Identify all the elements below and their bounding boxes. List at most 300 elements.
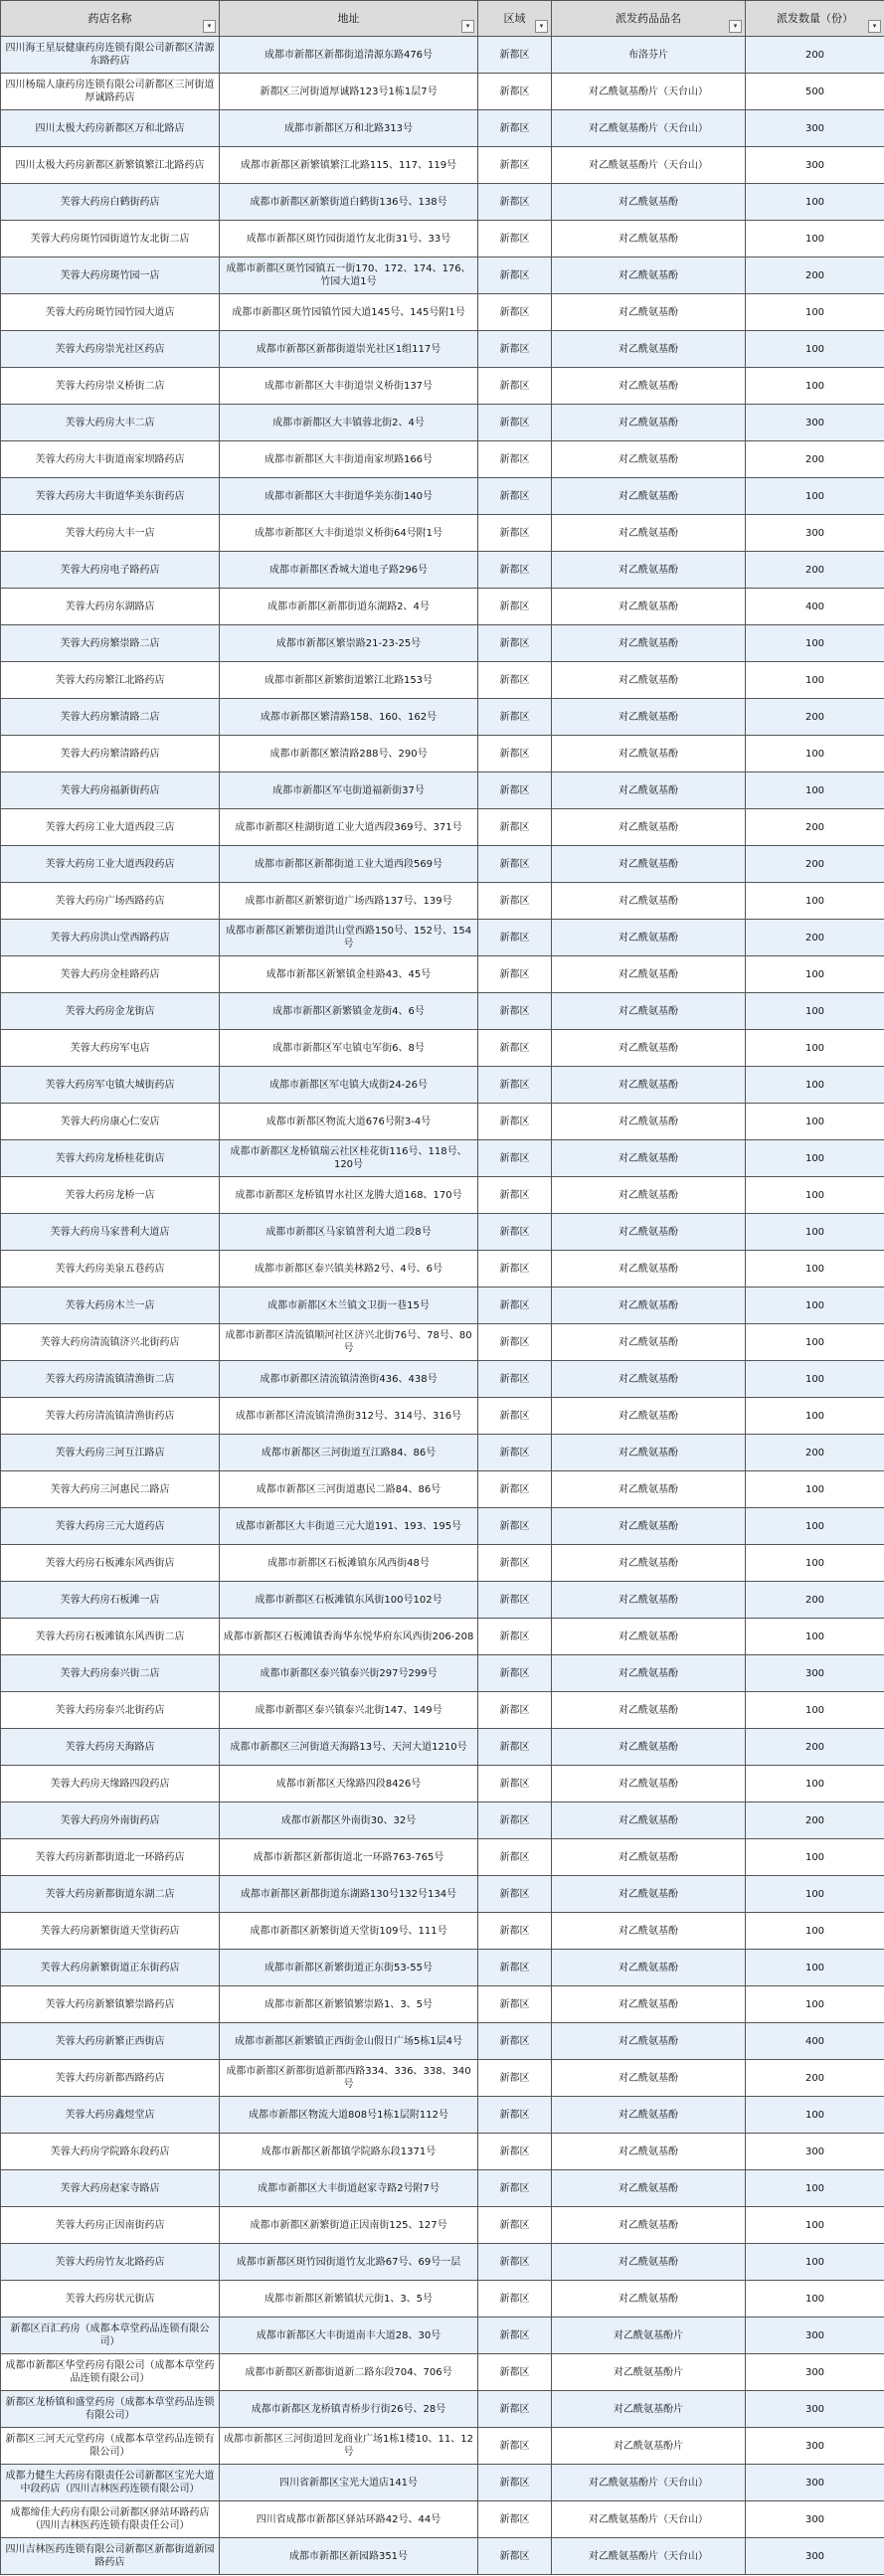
pharmacy-name-cell[interactable]: 芙蓉大药房新繁正西街店 [1,2023,220,2060]
address-cell[interactable]: 成都市新都区泰兴镇泰兴街297号299号 [220,1655,478,1692]
address-cell[interactable]: 成都市新都区新园路351号 [220,2538,478,2575]
area-cell[interactable]: 新都区 [478,2465,552,2501]
quantity-cell[interactable]: 100 [746,331,884,368]
area-cell[interactable]: 新都区 [478,699,552,736]
quantity-cell[interactable]: 100 [746,221,884,258]
drug-name-cell[interactable]: 对乙酰氨基酚 [552,1251,746,1288]
drug-name-cell[interactable]: 对乙酰氨基酚片（天台山） [552,147,746,184]
area-cell[interactable]: 新都区 [478,294,552,331]
area-cell[interactable]: 新都区 [478,1361,552,1398]
address-cell[interactable]: 成都市新都区新繁镇金龙街4、6号 [220,993,478,1030]
address-cell[interactable]: 成都市新都区新都街道北一环路763-765号 [220,1839,478,1876]
address-cell[interactable]: 成都市新都区新繁街道洪山堂西路150号、152号、154号 [220,920,478,956]
pharmacy-name-cell[interactable]: 芙蓉大药房崇光社区药店 [1,331,220,368]
pharmacy-name-cell[interactable]: 芙蓉大药房斑竹园竹园大道店 [1,294,220,331]
pharmacy-name-cell[interactable]: 芙蓉大药房龙桥桂花街店 [1,1140,220,1177]
drug-name-cell[interactable]: 对乙酰氨基酚 [552,441,746,478]
area-cell[interactable]: 新都区 [478,1619,552,1655]
pharmacy-name-cell[interactable]: 芙蓉大药房大丰一店 [1,515,220,552]
area-cell[interactable]: 新都区 [478,1140,552,1177]
area-cell[interactable]: 新都区 [478,1508,552,1545]
drug-name-cell[interactable]: 对乙酰氨基酚 [552,2134,746,2170]
drug-name-cell[interactable]: 对乙酰氨基酚 [552,1030,746,1067]
quantity-cell[interactable]: 100 [746,184,884,221]
area-cell[interactable]: 新都区 [478,2244,552,2281]
area-cell[interactable]: 新都区 [478,1729,552,1766]
drug-name-cell[interactable]: 对乙酰氨基酚 [552,1398,746,1435]
address-cell[interactable]: 成都市新都区新繁街道白鹤街136号、138号 [220,184,478,221]
quantity-cell[interactable]: 300 [746,2538,884,2575]
quantity-cell[interactable]: 100 [746,956,884,993]
drug-name-cell[interactable]: 对乙酰氨基酚 [552,258,746,294]
pharmacy-name-cell[interactable]: 四川太极大药房新都区万和北路店 [1,110,220,147]
address-cell[interactable]: 成都市新都区大丰街道赵家寺路2号附7号 [220,2170,478,2207]
pharmacy-name-cell[interactable]: 芙蓉大药房天海路店 [1,1729,220,1766]
pharmacy-name-cell[interactable]: 四川吉林医药连锁有限公司新都区新都街道新园路药店 [1,2538,220,2575]
drug-name-cell[interactable]: 对乙酰氨基酚 [552,1508,746,1545]
area-cell[interactable]: 新都区 [478,2097,552,2134]
quantity-cell[interactable]: 100 [746,1545,884,1582]
drug-name-cell[interactable]: 对乙酰氨基酚 [552,552,746,589]
pharmacy-name-cell[interactable]: 芙蓉大药房学院路东段药店 [1,2134,220,2170]
pharmacy-name-cell[interactable]: 芙蓉大药房洪山堂西路药店 [1,920,220,956]
quantity-cell[interactable]: 100 [746,736,884,773]
pharmacy-name-cell[interactable]: 芙蓉大药房美泉五巷药店 [1,1251,220,1288]
quantity-cell[interactable]: 300 [746,405,884,441]
area-cell[interactable]: 新都区 [478,625,552,662]
drug-name-cell[interactable]: 对乙酰氨基酚 [552,883,746,920]
drug-name-cell[interactable]: 对乙酰氨基酚片 [552,2428,746,2465]
quantity-cell[interactable]: 100 [746,1839,884,1876]
pharmacy-name-cell[interactable]: 芙蓉大药房泰兴北街药店 [1,1692,220,1729]
area-cell[interactable]: 新都区 [478,1876,552,1913]
pharmacy-name-cell[interactable]: 芙蓉大药房斑竹园街道竹友北街二店 [1,221,220,258]
area-cell[interactable]: 新都区 [478,956,552,993]
pharmacy-name-cell[interactable]: 芙蓉大药房石板滩一店 [1,1582,220,1619]
address-cell[interactable]: 成都市新都区泰兴镇泰兴北街147、149号 [220,1692,478,1729]
pharmacy-name-cell[interactable]: 芙蓉大药房三河惠民二路店 [1,1471,220,1508]
quantity-cell[interactable]: 100 [746,1030,884,1067]
area-cell[interactable]: 新都区 [478,1471,552,1508]
filter-dropdown-icon[interactable]: ▾ [461,20,474,33]
drug-name-cell[interactable]: 对乙酰氨基酚 [552,1582,746,1619]
address-cell[interactable]: 成都市新都区新繁镇正西街金山假日广场5栋1层4号 [220,2023,478,2060]
pharmacy-name-cell[interactable]: 芙蓉大药房竹友北路药店 [1,2244,220,2281]
quantity-cell[interactable]: 100 [746,1288,884,1324]
area-cell[interactable]: 新都区 [478,1950,552,1986]
pharmacy-name-cell[interactable]: 芙蓉大药房外南街药店 [1,1803,220,1839]
pharmacy-name-cell[interactable]: 芙蓉大药房石板滩东风西街店 [1,1545,220,1582]
quantity-cell[interactable]: 100 [746,1067,884,1104]
quantity-cell[interactable]: 300 [746,2465,884,2501]
quantity-cell[interactable]: 100 [746,1913,884,1950]
quantity-cell[interactable]: 100 [746,1104,884,1140]
drug-name-cell[interactable]: 对乙酰氨基酚 [552,1435,746,1471]
address-cell[interactable]: 成都市新都区新都街道新二路东段704、706号 [220,2354,478,2391]
drug-name-cell[interactable]: 对乙酰氨基酚 [552,368,746,405]
address-cell[interactable]: 成都市新都区繁清路158、160、162号 [220,699,478,736]
address-cell[interactable]: 成都市新都区清流镇清渔街312号、314号、316号 [220,1398,478,1435]
drug-name-cell[interactable]: 对乙酰氨基酚 [552,1986,746,2023]
pharmacy-name-cell[interactable]: 芙蓉大药房天缘路四段药店 [1,1766,220,1803]
quantity-cell[interactable]: 500 [746,74,884,110]
area-cell[interactable]: 新都区 [478,773,552,809]
quantity-cell[interactable]: 100 [746,1508,884,1545]
address-cell[interactable]: 成都市新都区桂湖街道工业大道西段369号、371号 [220,809,478,846]
pharmacy-name-cell[interactable]: 四川杨瑞人康药房连锁有限公司新都区三河街道厚诚路药店 [1,74,220,110]
area-cell[interactable]: 新都区 [478,2060,552,2097]
drug-name-cell[interactable]: 对乙酰氨基酚 [552,184,746,221]
address-cell[interactable]: 成都市新都区新繁街道繁江北路153号 [220,662,478,699]
area-cell[interactable]: 新都区 [478,184,552,221]
quantity-cell[interactable]: 100 [746,1361,884,1398]
drug-name-cell[interactable]: 对乙酰氨基酚 [552,993,746,1030]
drug-name-cell[interactable]: 对乙酰氨基酚 [552,625,746,662]
address-cell[interactable]: 成都市新都区大丰街道三元大道191、193、195号 [220,1508,478,1545]
drug-name-cell[interactable]: 对乙酰氨基酚片（天台山） [552,74,746,110]
address-cell[interactable]: 成都市新都区万和北路313号 [220,110,478,147]
area-cell[interactable]: 新都区 [478,1692,552,1729]
drug-name-cell[interactable]: 对乙酰氨基酚 [552,1140,746,1177]
quantity-cell[interactable]: 200 [746,441,884,478]
area-cell[interactable]: 新都区 [478,1655,552,1692]
pharmacy-name-cell[interactable]: 芙蓉大药房电子路药店 [1,552,220,589]
quantity-cell[interactable]: 100 [746,478,884,515]
pharmacy-name-cell[interactable]: 芙蓉大药房金龙街店 [1,993,220,1030]
quantity-cell[interactable]: 300 [746,2428,884,2465]
address-cell[interactable]: 成都市新都区新都街道新都西路334、336、338、340号 [220,2060,478,2097]
area-cell[interactable]: 新都区 [478,736,552,773]
address-cell[interactable]: 成都市新都区新都街道崇光社区1组117号 [220,331,478,368]
pharmacy-name-cell[interactable]: 芙蓉大药房繁清路药店 [1,736,220,773]
pharmacy-name-cell[interactable]: 芙蓉大药房状元街店 [1,2281,220,2318]
pharmacy-name-cell[interactable]: 芙蓉大药房新都街道东湖二店 [1,1876,220,1913]
address-cell[interactable]: 成都市新都区三河街道天海路13号、天河大道1210号 [220,1729,478,1766]
quantity-cell[interactable]: 100 [746,773,884,809]
filter-dropdown-icon[interactable]: ▾ [203,20,216,33]
area-cell[interactable]: 新都区 [478,368,552,405]
pharmacy-name-cell[interactable]: 芙蓉大药房清流镇清渔街药店 [1,1398,220,1435]
address-cell[interactable]: 成都市新都区繁清路288号、290号 [220,736,478,773]
pharmacy-name-cell[interactable]: 芙蓉大药房石板滩镇东风西街二店 [1,1619,220,1655]
area-cell[interactable]: 新都区 [478,1030,552,1067]
pharmacy-name-cell[interactable]: 芙蓉大药房繁江北路药店 [1,662,220,699]
pharmacy-name-cell[interactable]: 芙蓉大药房康心仁安店 [1,1104,220,1140]
drug-name-cell[interactable]: 对乙酰氨基酚 [552,1655,746,1692]
pharmacy-name-cell[interactable]: 芙蓉大药房军屯镇大城街药店 [1,1067,220,1104]
pharmacy-name-cell[interactable]: 芙蓉大药房斑竹园一店 [1,258,220,294]
area-cell[interactable]: 新都区 [478,2391,552,2428]
quantity-cell[interactable]: 200 [746,2060,884,2097]
drug-name-cell[interactable]: 对乙酰氨基酚 [552,1545,746,1582]
pharmacy-name-cell[interactable]: 成都缔佳大药房有限公司新都区驿站环路药店（四川吉林医药连锁有限责任公司） [1,2501,220,2538]
quantity-cell[interactable]: 100 [746,1876,884,1913]
address-cell[interactable]: 成都市新都区三河街道惠民二路84、86号 [220,1471,478,1508]
pharmacy-name-cell[interactable]: 芙蓉大药房三河互江路店 [1,1435,220,1471]
address-cell[interactable]: 成都市新都区大丰街道南丰大道28、30号 [220,2318,478,2354]
address-cell[interactable]: 成都市新都区斑竹园街道竹友北路67号、69号一层 [220,2244,478,2281]
drug-name-cell[interactable]: 对乙酰氨基酚片（天台山） [552,110,746,147]
pharmacy-name-cell[interactable]: 芙蓉大药房繁崇路二店 [1,625,220,662]
quantity-cell[interactable]: 300 [746,2318,884,2354]
filter-active-icon[interactable]: ▾ [535,20,548,33]
area-cell[interactable]: 新都区 [478,662,552,699]
address-cell[interactable]: 成都市新都区新繁镇状元街1、3、5号 [220,2281,478,2318]
area-cell[interactable]: 新都区 [478,846,552,883]
address-cell[interactable]: 成都市新都区清流镇顺河社区济兴北街76号、78号、80号 [220,1324,478,1361]
quantity-cell[interactable]: 100 [746,1471,884,1508]
address-cell[interactable]: 成都市新都区新繁镇繁江北路115、117、119号 [220,147,478,184]
area-cell[interactable]: 新都区 [478,1324,552,1361]
pharmacy-name-cell[interactable]: 芙蓉大药房清流镇清渔街二店 [1,1361,220,1398]
drug-name-cell[interactable]: 对乙酰氨基酚 [552,1361,746,1398]
quantity-cell[interactable]: 100 [746,1251,884,1288]
drug-name-cell[interactable]: 对乙酰氨基酚片 [552,2391,746,2428]
quantity-cell[interactable]: 200 [746,1582,884,1619]
address-cell[interactable]: 成都市新都区新繁镇繁崇路1、3、5号 [220,1986,478,2023]
address-cell[interactable]: 成都市新都区三河街道回龙商业广场1栋1楼10、11、12号 [220,2428,478,2465]
address-cell[interactable]: 成都市新都区军屯街道福新街37号 [220,773,478,809]
address-cell[interactable]: 成都市新都区军屯镇屯军街6、8号 [220,1030,478,1067]
pharmacy-name-cell[interactable]: 新都区龙桥镇和盛堂药房（成都本草堂药品连锁有限公司） [1,2391,220,2428]
quantity-cell[interactable]: 100 [746,662,884,699]
area-cell[interactable]: 新都区 [478,258,552,294]
area-cell[interactable]: 新都区 [478,883,552,920]
quantity-cell[interactable]: 300 [746,2134,884,2170]
drug-name-cell[interactable]: 对乙酰氨基酚 [552,1471,746,1508]
pharmacy-name-cell[interactable]: 芙蓉大药房工业大道西段三店 [1,809,220,846]
address-cell[interactable]: 成都市新都区木兰镇文卫街一巷15号 [220,1288,478,1324]
drug-name-cell[interactable]: 对乙酰氨基酚片 [552,2354,746,2391]
drug-name-cell[interactable]: 对乙酰氨基酚 [552,2097,746,2134]
address-cell[interactable]: 成都市新都区龙桥镇胃水社区龙腾大道168、170号 [220,1177,478,1214]
pharmacy-name-cell[interactable]: 芙蓉大药房龙桥一店 [1,1177,220,1214]
quantity-cell[interactable]: 200 [746,920,884,956]
pharmacy-name-cell[interactable]: 芙蓉大药房繁清路二店 [1,699,220,736]
quantity-cell[interactable]: 100 [746,1986,884,2023]
quantity-cell[interactable]: 200 [746,1803,884,1839]
area-cell[interactable]: 新都区 [478,809,552,846]
area-cell[interactable]: 新都区 [478,1986,552,2023]
quantity-cell[interactable]: 100 [746,2207,884,2244]
quantity-cell[interactable]: 100 [746,1140,884,1177]
drug-name-cell[interactable]: 对乙酰氨基酚 [552,221,746,258]
quantity-cell[interactable]: 300 [746,1655,884,1692]
quantity-cell[interactable]: 100 [746,883,884,920]
drug-name-cell[interactable]: 对乙酰氨基酚 [552,1214,746,1251]
area-cell[interactable]: 新都区 [478,2207,552,2244]
area-cell[interactable]: 新都区 [478,589,552,625]
area-cell[interactable]: 新都区 [478,110,552,147]
pharmacy-name-cell[interactable]: 成都力健生大药房有限责任公司新都区宝光大道中段药店（四川吉林医药连锁有限公司） [1,2465,220,2501]
area-cell[interactable]: 新都区 [478,405,552,441]
drug-name-cell[interactable]: 对乙酰氨基酚 [552,773,746,809]
quantity-cell[interactable]: 200 [746,258,884,294]
drug-name-cell[interactable]: 对乙酰氨基酚 [552,1803,746,1839]
drug-name-cell[interactable]: 对乙酰氨基酚 [552,1067,746,1104]
pharmacy-name-cell[interactable]: 芙蓉大药房大丰街道南家坝路药店 [1,441,220,478]
drug-name-cell[interactable]: 对乙酰氨基酚 [552,1766,746,1803]
address-cell[interactable]: 成都市新都区石板滩镇香海华东悦华府东风西街206-208 [220,1619,478,1655]
area-cell[interactable]: 新都区 [478,1913,552,1950]
address-cell[interactable]: 成都市新都区繁崇路21-23-25号 [220,625,478,662]
drug-name-cell[interactable]: 对乙酰氨基酚 [552,1839,746,1876]
pharmacy-name-cell[interactable]: 芙蓉大药房新都街道北一环路药店 [1,1839,220,1876]
quantity-cell[interactable]: 100 [746,1692,884,1729]
address-cell[interactable]: 成都市新都区新繁街道广场西路137号、139号 [220,883,478,920]
quantity-cell[interactable]: 200 [746,846,884,883]
quantity-cell[interactable]: 100 [746,2281,884,2318]
area-cell[interactable]: 新都区 [478,1288,552,1324]
pharmacy-name-cell[interactable]: 芙蓉大药房新繁镇繁崇路药店 [1,1986,220,2023]
address-cell[interactable]: 成都市新都区大丰街道南家坝路166号 [220,441,478,478]
quantity-cell[interactable]: 200 [746,1435,884,1471]
pharmacy-name-cell[interactable]: 芙蓉大药房军屯店 [1,1030,220,1067]
drug-name-cell[interactable]: 对乙酰氨基酚 [552,2023,746,2060]
area-cell[interactable]: 新都区 [478,1214,552,1251]
quantity-cell[interactable]: 300 [746,110,884,147]
quantity-cell[interactable]: 100 [746,1950,884,1986]
area-cell[interactable]: 新都区 [478,37,552,74]
drug-name-cell[interactable]: 对乙酰氨基酚 [552,1104,746,1140]
address-cell[interactable]: 成都市新都区大丰街道崇义桥街137号 [220,368,478,405]
address-cell[interactable]: 新都区三河街道厚诚路123号1栋1层7号 [220,74,478,110]
area-cell[interactable]: 新都区 [478,2170,552,2207]
drug-name-cell[interactable]: 对乙酰氨基酚 [552,1950,746,1986]
quantity-cell[interactable]: 100 [746,1214,884,1251]
drug-name-cell[interactable]: 对乙酰氨基酚 [552,478,746,515]
address-cell[interactable]: 成都市新都区外南街30、32号 [220,1803,478,1839]
pharmacy-name-cell[interactable]: 新都区百汇药房（成都本草堂药品连锁有限公司） [1,2318,220,2354]
drug-name-cell[interactable]: 对乙酰氨基酚 [552,515,746,552]
address-cell[interactable]: 成都市新都区新都街道东湖路2、4号 [220,589,478,625]
area-cell[interactable]: 新都区 [478,2023,552,2060]
address-cell[interactable]: 成都市新都区新繁街道正东街53-55号 [220,1950,478,1986]
address-cell[interactable]: 成都市新都区斑竹园街道竹友北街31号、33号 [220,221,478,258]
address-cell[interactable]: 成都市新都区新繁镇金桂路43、45号 [220,956,478,993]
drug-name-cell[interactable]: 对乙酰氨基酚 [552,405,746,441]
pharmacy-name-cell[interactable]: 芙蓉大药房清流镇济兴北街药店 [1,1324,220,1361]
quantity-cell[interactable]: 200 [746,1729,884,1766]
pharmacy-name-cell[interactable]: 芙蓉大药房马家普利大道店 [1,1214,220,1251]
address-cell[interactable]: 成都市新都区新都街道清源东路476号 [220,37,478,74]
address-cell[interactable]: 四川省新都区宝光大道店141号 [220,2465,478,2501]
area-cell[interactable]: 新都区 [478,2281,552,2318]
pharmacy-name-cell[interactable]: 成都市新都区华堂药房有限公司（成都本草堂药品连锁有限公司） [1,2354,220,2391]
pharmacy-name-cell[interactable]: 芙蓉大药房广场西路药店 [1,883,220,920]
address-cell[interactable]: 成都市新都区石板滩镇东风西街48号 [220,1545,478,1582]
drug-name-cell[interactable]: 对乙酰氨基酚 [552,662,746,699]
quantity-cell[interactable]: 400 [746,2023,884,2060]
area-cell[interactable]: 新都区 [478,1803,552,1839]
drug-name-cell[interactable]: 对乙酰氨基酚 [552,846,746,883]
pharmacy-name-cell[interactable]: 芙蓉大药房工业大道西段药店 [1,846,220,883]
drug-name-cell[interactable]: 对乙酰氨基酚 [552,956,746,993]
address-cell[interactable]: 成都市新都区新都镇学院路东段1371号 [220,2134,478,2170]
area-cell[interactable]: 新都区 [478,1545,552,1582]
area-cell[interactable]: 新都区 [478,920,552,956]
quantity-cell[interactable]: 200 [746,809,884,846]
address-cell[interactable]: 成都市新都区石板滩镇东风街100号102号 [220,1582,478,1619]
drug-name-cell[interactable]: 对乙酰氨基酚片（天台山） [552,2501,746,2538]
pharmacy-name-cell[interactable]: 芙蓉大药房崇义桥街二店 [1,368,220,405]
pharmacy-name-cell[interactable]: 新都区三河天元堂药房（成都本草堂药品连锁有限公司） [1,2428,220,2465]
address-cell[interactable]: 成都市新都区斑竹园镇五一街170、172、174、176、竹园大道1号 [220,258,478,294]
drug-name-cell[interactable]: 对乙酰氨基酚 [552,736,746,773]
pharmacy-name-cell[interactable]: 芙蓉大药房正因南街药店 [1,2207,220,2244]
pharmacy-name-cell[interactable]: 芙蓉大药房大丰街道华美东街药店 [1,478,220,515]
quantity-cell[interactable]: 200 [746,699,884,736]
quantity-cell[interactable]: 100 [746,1619,884,1655]
drug-name-cell[interactable]: 对乙酰氨基酚 [552,2170,746,2207]
address-cell[interactable]: 成都市新都区大丰街道崇义桥街64号附1号 [220,515,478,552]
pharmacy-name-cell[interactable]: 芙蓉大药房大丰二店 [1,405,220,441]
area-cell[interactable]: 新都区 [478,147,552,184]
drug-name-cell[interactable]: 对乙酰氨基酚 [552,920,746,956]
area-cell[interactable]: 新都区 [478,1839,552,1876]
address-cell[interactable]: 成都市新都区泰兴镇美林路2号、4号、6号 [220,1251,478,1288]
pharmacy-name-cell[interactable]: 芙蓉大药房鑫煜堂店 [1,2097,220,2134]
drug-name-cell[interactable]: 对乙酰氨基酚 [552,1876,746,1913]
address-cell[interactable]: 成都市新都区天缘路四段8426号 [220,1766,478,1803]
area-cell[interactable]: 新都区 [478,1067,552,1104]
pharmacy-name-cell[interactable]: 芙蓉大药房木兰一店 [1,1288,220,1324]
pharmacy-name-cell[interactable]: 芙蓉大药房三元大道药店 [1,1508,220,1545]
pharmacy-name-cell[interactable]: 芙蓉大药房白鹤街药店 [1,184,220,221]
pharmacy-name-cell[interactable]: 四川太极大药房新都区新繁镇繁江北路药店 [1,147,220,184]
quantity-cell[interactable]: 100 [746,625,884,662]
filter-dropdown-icon[interactable]: ▾ [868,20,881,33]
area-cell[interactable]: 新都区 [478,1398,552,1435]
pharmacy-name-cell[interactable]: 芙蓉大药房金桂路药店 [1,956,220,993]
area-cell[interactable]: 新都区 [478,1766,552,1803]
area-cell[interactable]: 新都区 [478,1177,552,1214]
drug-name-cell[interactable]: 布洛芬片 [552,37,746,74]
address-cell[interactable]: 成都市新都区物流大道808号1栋1层附112号 [220,2097,478,2134]
area-cell[interactable]: 新都区 [478,2354,552,2391]
drug-name-cell[interactable]: 对乙酰氨基酚 [552,1288,746,1324]
drug-name-cell[interactable]: 对乙酰氨基酚 [552,1324,746,1361]
quantity-cell[interactable]: 300 [746,147,884,184]
quantity-cell[interactable]: 100 [746,2170,884,2207]
quantity-cell[interactable]: 200 [746,37,884,74]
pharmacy-name-cell[interactable]: 芙蓉大药房泰兴街二店 [1,1655,220,1692]
quantity-cell[interactable]: 100 [746,2097,884,2134]
drug-name-cell[interactable]: 对乙酰氨基酚 [552,809,746,846]
quantity-cell[interactable]: 300 [746,2501,884,2538]
drug-name-cell[interactable]: 对乙酰氨基酚 [552,1729,746,1766]
drug-name-cell[interactable]: 对乙酰氨基酚 [552,331,746,368]
drug-name-cell[interactable]: 对乙酰氨基酚 [552,2060,746,2097]
quantity-cell[interactable]: 100 [746,1766,884,1803]
quantity-cell[interactable]: 100 [746,294,884,331]
address-cell[interactable]: 成都市新都区龙桥镇青桥步行街26号、28号 [220,2391,478,2428]
quantity-cell[interactable]: 300 [746,2391,884,2428]
drug-name-cell[interactable]: 对乙酰氨基酚 [552,2207,746,2244]
area-cell[interactable]: 新都区 [478,2134,552,2170]
pharmacy-name-cell[interactable]: 四川海王星辰健康药房连锁有限公司新都区清源东路药店 [1,37,220,74]
area-cell[interactable]: 新都区 [478,552,552,589]
area-cell[interactable]: 新都区 [478,515,552,552]
address-cell[interactable]: 成都市新都区新繁街道正因南街125、127号 [220,2207,478,2244]
area-cell[interactable]: 新都区 [478,993,552,1030]
address-cell[interactable]: 成都市新都区清流镇清渔街436、438号 [220,1361,478,1398]
quantity-cell[interactable]: 200 [746,552,884,589]
area-cell[interactable]: 新都区 [478,1582,552,1619]
drug-name-cell[interactable]: 对乙酰氨基酚 [552,1913,746,1950]
address-cell[interactable]: 成都市新都区新繁街道天堂街109号、111号 [220,1913,478,1950]
pharmacy-name-cell[interactable]: 芙蓉大药房福新街药店 [1,773,220,809]
